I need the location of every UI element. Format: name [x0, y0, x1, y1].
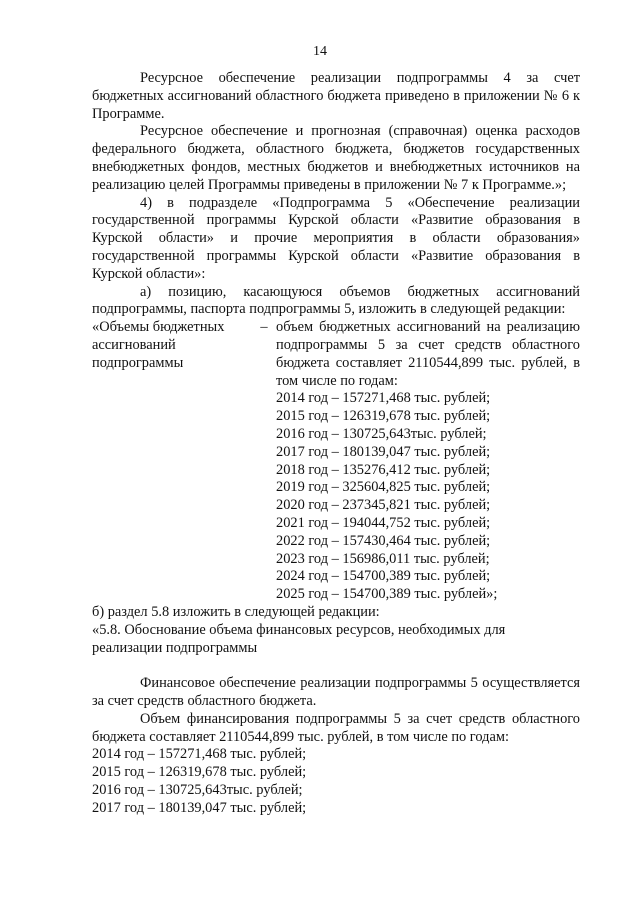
paragraph-financing-volume: Объем финансирования подпрограммы 5 за счет средств областного бюджета составляет 2110544,899 тыс. рублей, в том числе по годам:	[92, 710, 580, 745]
passport-year-item: 2020 год – 237345,821 тыс. рублей;	[276, 497, 491, 514]
section-heading-line-1: «5.8. Обоснование объема финансовых ресурсов, необходимых для	[92, 621, 506, 638]
section-heading-line-2: реализации подпрограммы	[92, 639, 258, 656]
paragraph-financing: Финансовое обеспечение реализации подпрограммы 5 осуществляется за счет средств областного бюджета.	[92, 675, 580, 710]
section-year-item: 2014 год – 157271,468 тыс. рублей;	[92, 746, 307, 763]
section-years-list	[92, 746, 580, 817]
passport-year-item: 2017 год – 180139,047 тыс. рублей;	[276, 443, 491, 460]
paragraph-resource-forecast: Ресурсное обеспечение и прогнозная (справочная) оценка расходов федерального бюджета, областного бюджета, бюджетов государственных внебюджетных фондов, местных бюджетов и внебюджетных источников на реализацию целей Программы приведены в приложении № 7 к Программе.»;	[92, 123, 580, 193]
passport-year-item: 2018 год – 135276,412 тыс. рублей;	[276, 461, 491, 478]
passport-dash: –	[260, 319, 268, 336]
paragraph-subsection-5: 4) в подразделе «Подпрограмма 5 «Обеспечение реализации государственной программы Курской области «Развитие образования в Курской области» и прочие мероприятия в области образования» государственной программы Курской области «Развитие образования в Курской области»:	[92, 194, 580, 282]
page-number: 14	[313, 44, 327, 59]
section-year-item: 2017 год – 180139,047 тыс. рублей;	[92, 799, 307, 816]
passport-year-item: 2021 год – 194044,752 тыс. рублей;	[276, 514, 491, 531]
document-body	[92, 70, 580, 818]
paragraph-item-b: б) раздел 5.8 изложить в следующей редакции:	[92, 603, 380, 620]
passport-year-item: 2022 год – 157430,464 тыс. рублей;	[276, 532, 491, 549]
passport-year-item: 2025 год – 154700,389 тыс. рублей»;	[276, 586, 498, 603]
passport-value: объем бюджетных ассигнований на реализацию подпрограммы 5 за счет средств областного бюджета составляет 2110544,899 тыс. рублей, в том числе по годам:	[276, 319, 580, 389]
passport-year-item: 2015 год – 126319,678 тыс. рублей;	[276, 408, 491, 425]
passport-year-item: 2019 год – 325604,825 тыс. рублей;	[276, 479, 491, 496]
section-year-item: 2015 год – 126319,678 тыс. рублей;	[92, 764, 307, 781]
section-year-item: 2016 год – 130725,643тыс. рублей;	[92, 782, 303, 799]
passport-label: «Объемы бюджетных ассигнований подпрограммы	[92, 319, 225, 371]
paragraph-resource-subprogram-4: Ресурсное обеспечение реализации подпрограммы 4 за счет бюджетных ассигнований областного бюджета приведено в приложении № 6 к Программе.	[92, 70, 580, 122]
passport-year-item: 2014 год – 157271,468 тыс. рублей;	[276, 390, 491, 407]
passport-row	[92, 319, 580, 390]
passport-year-item: 2024 год – 154700,389 тыс. рублей;	[276, 568, 491, 585]
passport-year-item: 2016 год – 130725,643тыс. рублей;	[276, 425, 487, 442]
paragraph-item-a: а) позицию, касающуюся объемов бюджетных ассигнований подпрограммы, паспорта подпрограммы 5, изложить в следующей редакции:	[92, 283, 580, 318]
passport-year-item: 2023 год – 156986,011 тыс. рублей;	[276, 550, 490, 567]
passport-years-list	[276, 390, 580, 604]
